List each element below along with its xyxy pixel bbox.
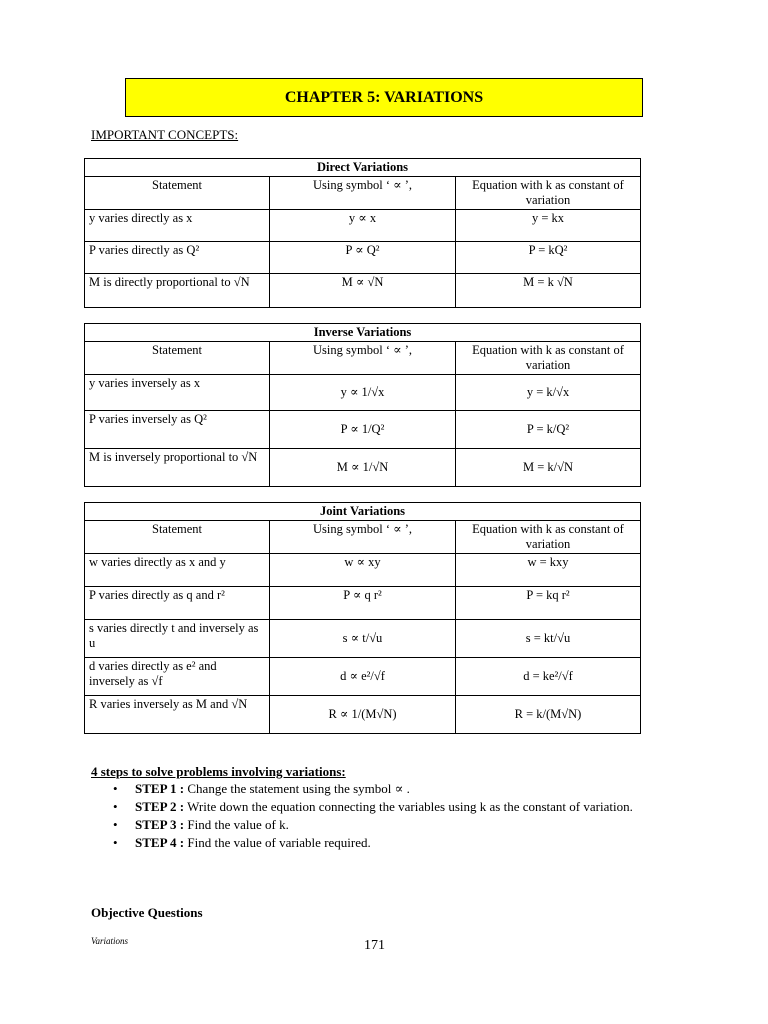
statement-text: R varies inversely as M and √N xyxy=(89,697,248,711)
symbol-text: P ∝ 1/Q² xyxy=(340,422,385,436)
equation-text: M = k √N xyxy=(523,275,573,289)
statement-text: y varies inversely as x xyxy=(89,376,201,390)
header-statement: Statement xyxy=(85,521,270,554)
symbol-text: s ∝ t/√u xyxy=(342,631,383,645)
symbol-text: w ∝ xy xyxy=(344,555,381,569)
direct-variations-table xyxy=(84,158,641,308)
equation-text: d = ke²/√f xyxy=(523,669,573,683)
header-equation: Equation with k as constant of variation xyxy=(456,342,641,375)
header-equation: Equation with k as constant of variation xyxy=(456,521,641,554)
equation-text: P = k/Q² xyxy=(526,422,570,436)
inverse-variations-table xyxy=(84,323,641,487)
page-number: 171 xyxy=(364,938,385,953)
equation-text: P = kQ² xyxy=(528,243,568,257)
symbol-text: M ∝ √N xyxy=(341,275,384,289)
list-item xyxy=(113,816,633,834)
symbol-cell xyxy=(270,210,456,242)
concepts-heading: IMPORTANT CONCEPTS: xyxy=(91,127,239,142)
step-text: Write down the equation connecting the variables using k as the constant of variation. xyxy=(187,799,633,814)
symbol-text: M ∝ 1/√N xyxy=(336,460,389,474)
equation-text: M = k/√N xyxy=(523,460,574,474)
symbol-text: y ∝ 1/√x xyxy=(340,385,385,399)
equation-text: s = kt/√u xyxy=(525,631,571,645)
objective-heading: Objective Questions xyxy=(91,905,203,920)
symbol-cell xyxy=(270,696,456,734)
statement-cell xyxy=(85,375,270,411)
equation-cell xyxy=(456,411,641,449)
statement-cell xyxy=(85,658,270,696)
statement-text: M is directly proportional to √N xyxy=(89,275,250,289)
symbol-cell xyxy=(270,658,456,696)
footer-label: Variations xyxy=(91,936,129,946)
symbol-cell xyxy=(270,587,456,620)
steps-heading: 4 steps to solve problems involving variations: xyxy=(91,764,346,779)
symbol-text: R ∝ 1/(M√N) xyxy=(328,707,397,721)
list-item xyxy=(113,780,633,798)
statement-text: s varies directly t and inversely as u xyxy=(89,621,259,650)
header-symbol: Using symbol ‘ ∝ ’, xyxy=(270,342,456,375)
step-label: STEP 1 : xyxy=(135,781,185,796)
equation-text: P = kq r² xyxy=(526,588,570,602)
equation-cell xyxy=(456,696,641,734)
symbol-cell xyxy=(270,375,456,411)
equation-text: w = kxy xyxy=(527,555,569,569)
joint-variations-table xyxy=(84,502,641,734)
statement-cell xyxy=(85,620,270,658)
step-label: STEP 2 : xyxy=(135,799,185,814)
symbol-cell xyxy=(270,274,456,308)
table-title: Direct Variations xyxy=(85,159,641,177)
equation-cell xyxy=(456,274,641,308)
list-item xyxy=(113,834,633,852)
symbol-cell xyxy=(270,242,456,274)
equation-cell xyxy=(456,554,641,587)
statement-text: w varies directly as x and y xyxy=(89,555,226,569)
statement-text: P varies inversely as Q² xyxy=(89,412,207,426)
symbol-text: d ∝ e²/√f xyxy=(340,669,385,683)
statement-cell xyxy=(85,587,270,620)
equation-cell xyxy=(456,587,641,620)
step-label: STEP 3 : xyxy=(135,817,185,832)
equation-text: y = kx xyxy=(531,211,565,225)
table-title: Inverse Variations xyxy=(85,324,641,342)
header-equation-text: Equation with k as constant of variation xyxy=(472,178,624,207)
equation-cell xyxy=(456,242,641,274)
symbol-text: P ∝ Q² xyxy=(345,243,380,257)
equation-text: y = k/√x xyxy=(526,385,570,399)
statement-cell xyxy=(85,696,270,734)
statement-text: y varies directly as x xyxy=(89,211,193,225)
header-statement: Statement xyxy=(85,177,270,210)
step-text: Find the value of variable required. xyxy=(187,835,371,850)
list-item xyxy=(113,798,633,816)
equation-cell xyxy=(456,449,641,487)
header-statement: Statement xyxy=(85,342,270,375)
equation-cell xyxy=(456,375,641,411)
statement-cell xyxy=(85,274,270,308)
equation-cell xyxy=(456,658,641,696)
statement-text: M is inversely proportional to √N xyxy=(89,450,258,464)
symbol-cell xyxy=(270,449,456,487)
statement-cell xyxy=(85,242,270,274)
steps-list xyxy=(113,780,633,852)
step-label: STEP 4 : xyxy=(135,835,185,850)
chapter-title: CHAPTER 5: VARIATIONS xyxy=(284,88,484,106)
statement-cell xyxy=(85,554,270,587)
equation-cell xyxy=(456,620,641,658)
equation-cell xyxy=(456,210,641,242)
step-text: Change the statement using the symbol ∝ . xyxy=(187,781,410,796)
symbol-cell xyxy=(270,411,456,449)
statement-text: P varies directly as Q² xyxy=(89,243,200,257)
header-symbol: Using symbol ‘ ∝ ’, xyxy=(270,177,456,210)
statement-cell xyxy=(85,210,270,242)
statement-text: P varies directly as q and r² xyxy=(89,588,225,602)
chapter-title-banner xyxy=(125,78,643,117)
header-equation xyxy=(456,177,641,210)
statement-text: d varies directly as e² and inversely as √f xyxy=(89,659,217,688)
symbol-cell xyxy=(270,554,456,587)
header-symbol: Using symbol ‘ ∝ ’, xyxy=(270,521,456,554)
symbol-cell xyxy=(270,620,456,658)
statement-cell xyxy=(85,411,270,449)
table-title: Joint Variations xyxy=(85,503,641,521)
statement-cell xyxy=(85,449,270,487)
step-text: Find the value of k. xyxy=(187,817,289,832)
symbol-text: y ∝ x xyxy=(348,211,377,225)
symbol-text: P ∝ q r² xyxy=(343,588,382,602)
equation-text: R = k/(M√N) xyxy=(514,707,582,721)
